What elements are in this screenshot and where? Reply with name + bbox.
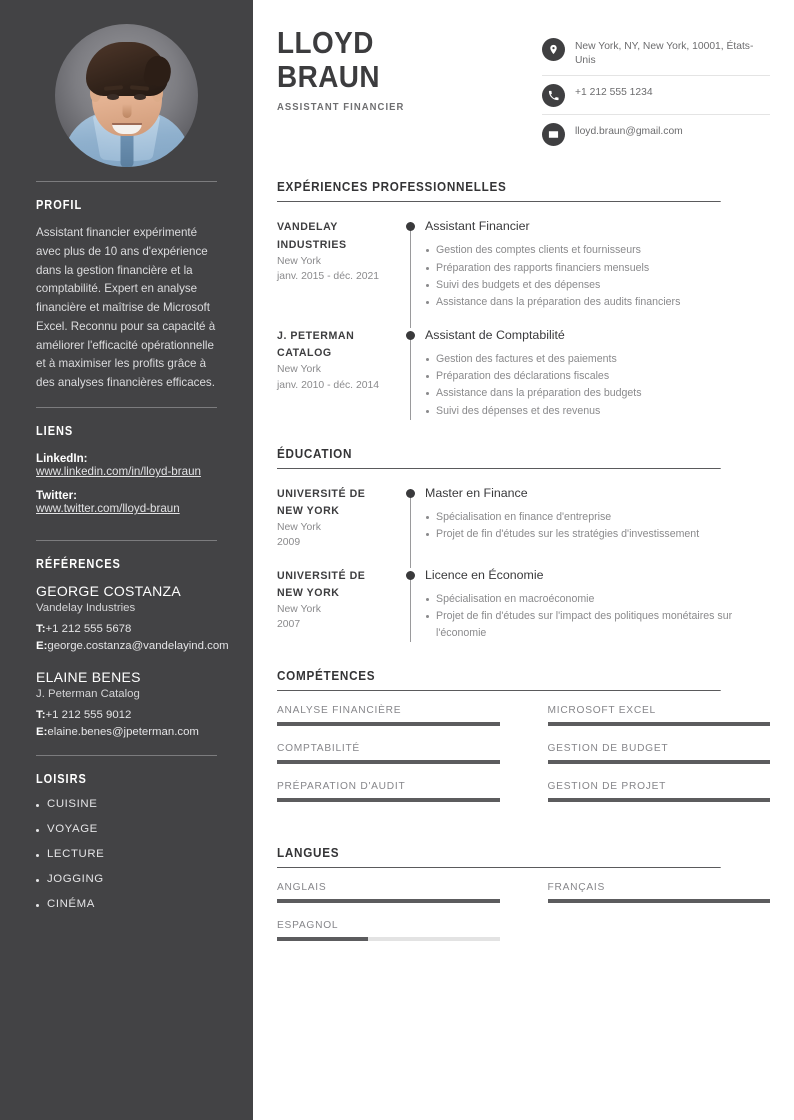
entry-bullets (425, 351, 770, 420)
main-content (253, 0, 794, 1120)
contact-address: New York, NY, New York, 10001, États-Unis (575, 41, 754, 67)
reference-email-row (36, 724, 217, 741)
section-experience (277, 179, 770, 419)
entry-meta (277, 486, 401, 551)
reference-phone-label: T: (36, 709, 46, 722)
entry-location: New York (277, 604, 321, 616)
skill-bar-fill (548, 722, 771, 726)
entry-location: New York (277, 255, 321, 267)
skill-bar-fill (548, 798, 771, 802)
bullet-item: Assistance dans la préparation des budgets (425, 385, 770, 402)
timeline-dot (406, 571, 415, 580)
skill-item (277, 743, 500, 764)
link-item-twitter (36, 489, 217, 515)
name-block (277, 26, 419, 113)
timeline-dot (406, 489, 415, 498)
contact-phone: +1 212 555 1234 (575, 87, 653, 99)
portrait-eye-right (134, 94, 146, 100)
reference-company: Vandelay Industries (36, 602, 136, 615)
reference-email-label: E: (36, 725, 48, 738)
profile-text: Assistant financier expérimenté avec plus de 10 ans d'expérience dans la gestion financière et la comptabilité. Expert en analyse financière et maîtrise de Microsoft Excel. Reconnu pour sa capacité à améliorer l'efficacité opérationnelle et à maximiser les profits grâce à des analyses financières efficaces. (36, 226, 216, 390)
timeline-marker (401, 486, 425, 551)
languages-heading: LANGUES (277, 845, 721, 868)
portrait-placket (120, 131, 133, 167)
reference-phone-row (36, 707, 217, 724)
language-label: ESPAGNOL (277, 920, 339, 932)
bullet-item: Spécialisation en macroéconomie (425, 591, 770, 608)
phone-icon (542, 84, 565, 107)
sidebar-section-links (0, 408, 253, 540)
language-label: FRANÇAIS (547, 882, 606, 894)
entry-org: VANDELAY INDUSTRIES (277, 221, 347, 251)
skill-label: COMPTABILITÉ (277, 743, 360, 755)
entry-body (425, 568, 770, 642)
skill-label: GESTION DE PROJET (547, 781, 667, 793)
skill-item (277, 705, 500, 726)
entry-org: UNIVERSITÉ DE NEW YORK (277, 487, 366, 517)
language-bar-fill (548, 899, 771, 903)
location-pin-icon (542, 38, 565, 61)
sidebar-section-profile (0, 182, 253, 407)
bullet-item: Gestion des factures et des paiements (425, 351, 770, 368)
timeline-marker (401, 219, 425, 311)
reference-item (36, 583, 229, 654)
skill-bar-track (548, 798, 771, 802)
reference-phone: +1 212 555 9012 (45, 709, 132, 722)
entry-org: J. PETERMAN CATALOG (277, 330, 355, 360)
first-name: LLOYD (277, 25, 374, 60)
portrait-eye-left (107, 94, 119, 100)
profile-heading: PROFIL (36, 198, 83, 212)
reference-name: GEORGE COSTANZA (36, 583, 182, 600)
skill-bar-fill (548, 760, 771, 764)
education-entry (277, 469, 770, 551)
contact-row-email (542, 115, 770, 153)
profile-photo-container (0, 0, 253, 181)
skill-item (548, 705, 771, 726)
reference-phone: +1 212 555 5678 (45, 623, 132, 636)
skill-label: PRÉPARATION D'AUDIT (277, 781, 406, 793)
bullet-item: Spécialisation en finance d'entreprise (425, 509, 770, 526)
entry-location: New York (277, 364, 321, 376)
sidebar-section-references (0, 541, 253, 740)
language-item (277, 920, 500, 941)
skills-grid (277, 705, 770, 819)
link-label: Twitter: (36, 489, 78, 503)
timeline-line (410, 331, 411, 420)
hobbies-heading: LOISIRS (36, 772, 87, 787)
avatar (55, 24, 198, 167)
language-item (277, 882, 500, 903)
portrait-nose (122, 104, 131, 118)
entry-bullets (425, 242, 770, 311)
bullet-item: Suivi des budgets et des dépenses (425, 277, 770, 294)
contact-row-address (542, 30, 770, 76)
envelope-icon (542, 123, 565, 146)
language-label: ANGLAIS (277, 882, 327, 894)
references-heading: RÉFÉRENCES (36, 557, 121, 572)
entry-body (425, 328, 770, 420)
entry-role: Assistant de Comptabilité (425, 328, 565, 343)
skill-bar-fill (277, 760, 500, 764)
contact-email: lloyd.braun@gmail.com (575, 126, 683, 138)
entry-role: Assistant Financier (425, 219, 530, 234)
links-heading: LIENS (36, 424, 74, 439)
language-bar-track (277, 899, 500, 903)
languages-grid (277, 882, 770, 958)
link-label: LinkedIn: (36, 452, 88, 466)
timeline-dot (406, 331, 415, 340)
skill-bar-track (277, 760, 500, 764)
skill-bar-track (277, 798, 500, 802)
skill-label: MICROSOFT EXCEL (547, 705, 656, 717)
job-title: ASSISTANT FINANCIER (277, 101, 405, 114)
entry-meta (277, 219, 401, 311)
timeline-dot (406, 222, 415, 231)
reference-email: george.costanza@vandelayind.com (47, 639, 229, 652)
entry-meta (277, 328, 401, 420)
skill-bar-fill (277, 722, 500, 726)
reference-phone-label: T: (36, 623, 46, 636)
portrait-hair (86, 42, 168, 96)
hobby-item: VOYAGE (36, 823, 217, 835)
education-entry (277, 551, 770, 642)
skills-heading: COMPÉTENCES (277, 668, 721, 691)
entry-body (425, 219, 770, 311)
entry-dates: janv. 2015 - déc. 2021 (277, 271, 380, 283)
bullet-item: Suivi des dépenses et des revenus (425, 403, 770, 420)
reference-email-row (36, 638, 229, 655)
skill-bar-track (277, 722, 500, 726)
reference-email: elaine.benes@jpeterman.com (47, 725, 199, 738)
timeline-line (410, 571, 411, 642)
entry-dates: 2009 (277, 537, 301, 549)
entry-dates: janv. 2010 - déc. 2014 (277, 379, 380, 391)
link-url-twitter[interactable]: www.twitter.com/lloyd-braun (36, 502, 180, 516)
reference-email-label: E: (36, 639, 48, 652)
entry-degree: Licence en Économie (425, 567, 544, 582)
section-education (277, 446, 770, 643)
timeline-marker (401, 568, 425, 642)
link-url-linkedin[interactable]: www.linkedin.com/in/lloyd-braun (36, 465, 201, 479)
bullet-item: Assistance dans la préparation des audits financiers (425, 294, 770, 311)
reference-company: J. Peterman Catalog (36, 688, 140, 701)
education-heading: ÉDUCATION (277, 446, 721, 469)
skill-item (548, 743, 771, 764)
entry-dates: 2007 (277, 619, 301, 631)
contact-list (542, 30, 770, 153)
hobby-item: CINÉMA (36, 898, 217, 910)
bullet-item: Gestion des comptes clients et fournisseurs (425, 242, 770, 259)
skill-label: GESTION DE BUDGET (547, 743, 669, 755)
timeline-marker (401, 328, 425, 420)
skill-item (277, 781, 500, 802)
hobby-item: JOGGING (36, 873, 217, 885)
reference-phone-row (36, 621, 217, 638)
reference-item (36, 669, 217, 740)
entry-degree: Master en Finance (425, 485, 528, 500)
language-bar-fill (277, 899, 500, 903)
hobby-item: LECTURE (36, 848, 217, 860)
skill-bar-fill (277, 798, 500, 802)
reference-name: ELAINE BENES (36, 669, 141, 686)
skill-bar-track (548, 722, 771, 726)
experience-entry (277, 202, 770, 311)
entry-bullets (425, 509, 770, 543)
contact-row-phone (542, 76, 770, 115)
last-name: BRAUN (277, 59, 380, 95)
entry-body (425, 486, 770, 551)
bullet-item: Projet de fin d'études sur les stratégies d'investissement (425, 526, 770, 543)
language-bar-track (548, 899, 771, 903)
language-item (548, 882, 771, 903)
entry-org: UNIVERSITÉ DE NEW YORK (277, 569, 366, 599)
link-item-linkedin (36, 452, 217, 478)
sidebar (0, 0, 253, 1120)
language-bar-fill (277, 937, 368, 941)
entry-location: New York (277, 521, 321, 533)
bullet-item: Préparation des déclarations fiscales (425, 368, 770, 385)
hobby-item: CUISINE (36, 798, 217, 810)
bullet-item: Préparation des rapports financiers mensuels (425, 260, 770, 277)
skill-bar-track (548, 760, 771, 764)
section-languages (277, 845, 770, 958)
entry-bullets (425, 591, 770, 642)
bullet-item: Projet de fin d'études sur l'impact des politiques monétaires sur l'économie (425, 608, 770, 642)
entry-meta (277, 568, 401, 642)
skill-label: ANALYSE FINANCIÈRE (277, 705, 402, 717)
resume-header (277, 26, 770, 153)
experience-heading: EXPÉRIENCES PROFESSIONNELLES (277, 179, 721, 202)
sidebar-section-hobbies (0, 756, 253, 910)
section-skills (277, 668, 770, 819)
skill-item (548, 781, 771, 802)
language-bar-track (277, 937, 500, 941)
experience-entry (277, 311, 770, 420)
